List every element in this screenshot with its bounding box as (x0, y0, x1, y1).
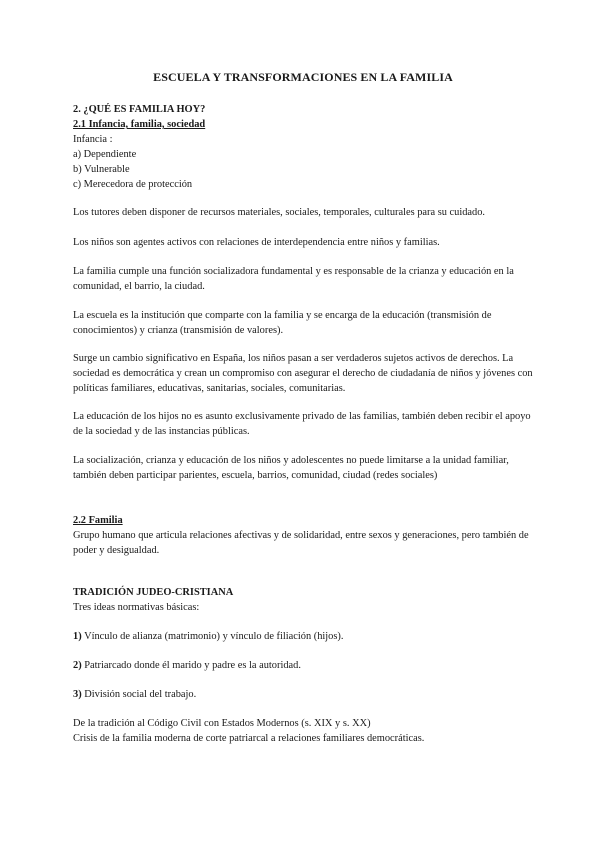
closing-line: Crisis de la familia moderna de corte patriarcal a relaciones familiares democráticas. (73, 733, 425, 744)
idea-item (73, 659, 533, 674)
subsection-heading: 2.1 Infancia, familia, sociedad (73, 119, 206, 130)
idea-text: Patriarcado donde él marido y padre es la autoridad. (84, 660, 301, 671)
paragraph: Los tutores deben disponer de recursos materiales, sociales, temporales, culturales para su cuidado. (73, 207, 486, 218)
list-item: a) Dependiente (73, 149, 137, 160)
idea-number: 2) (73, 660, 82, 671)
section-heading: 2. ¿QUÉ ES FAMILIA HOY? (73, 104, 206, 115)
paragraph: Surge un cambio significativo en España, los niños pasan a ser verdaderos sujetos activos de derechos. La sociedad es democrática y crean un compromiso con asegurar el derecho de ciudadanía de niños y jóvenes con políticas familiares, educativas, sanitarias, sociales, comunitarias. (73, 353, 533, 394)
list-item: c) Merecedora de protección (73, 179, 193, 190)
paragraph: Grupo humano que articula relaciones afectivas y de solidaridad, entre sexos y generaciones, pero también de poder y desigualdad. (73, 530, 529, 556)
list-item: b) Vulnerable (73, 164, 130, 175)
paragraph: La familia cumple una función socializadora fundamental y es responsable de la crianza y educación en la comunidad, el barrio, la ciudad. (73, 266, 514, 292)
paragraph: La socialización, crianza y educación de los niños y adolescentes no puede limitarse a la unidad familiar, también deben participar parientes, escuela, barrios, comunidad, ciudad (redes sociales) (73, 455, 509, 481)
idea-item (73, 630, 533, 645)
paragraph: La escuela es la institución que comparte con la familia y se encarga de la educación (transmisión de conocimientos) y crianza (transmisión de valores). (73, 310, 492, 336)
closing-line: De la tradición al Código Civil con Estados Modernos (s. XIX y s. XX) (73, 718, 371, 729)
idea-number: 3) (73, 689, 82, 700)
idea-number: 1) (73, 631, 82, 642)
paragraph: La educación de los hijos no es asunto exclusivamente privado de las familias, también deben recibir el apoyo de la sociedad y de las instancias públicas. (73, 411, 531, 437)
intro-text: Tres ideas normativas básicas: (73, 602, 200, 613)
infancia-label: Infancia : (73, 134, 113, 145)
section-heading-tradicion: TRADICIÓN JUDEO-CRISTIANA (73, 587, 234, 598)
idea-item (73, 688, 533, 703)
subsection-heading-familia: 2.2 Familia (73, 515, 123, 526)
document-title: ESCUELA Y TRANSFORMACIONES EN LA FAMILIA (153, 70, 453, 84)
idea-text: Vínculo de alianza (matrimonio) y vínculo de filiación (hijos). (84, 631, 344, 642)
idea-text: División social del trabajo. (84, 689, 197, 700)
paragraph: Los niños son agentes activos con relaciones de interdependencia entre niños y familias. (73, 237, 440, 248)
